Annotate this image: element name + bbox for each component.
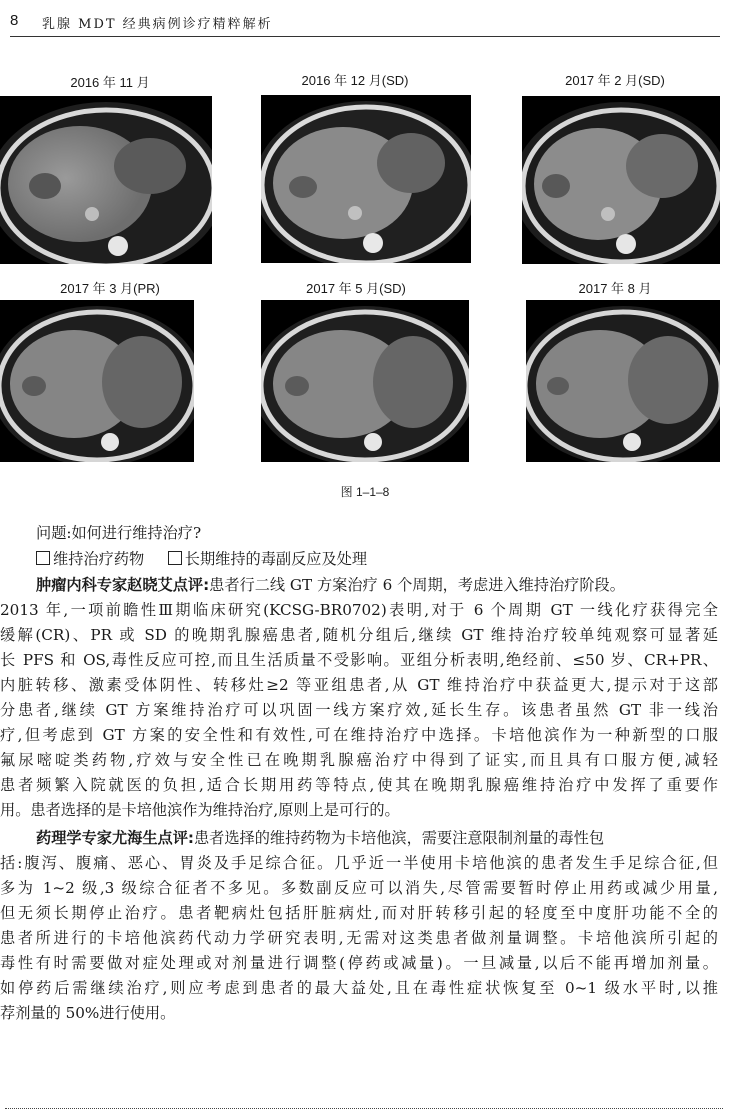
oncology-line-8: 患者频繁入院就医的负担,适合长期用药等特点,使其在晚期乳腺癌维持治疗中发挥了重要作 xyxy=(0,776,718,794)
oncology-line-1: 2013 年,一项前瞻性Ⅲ期临床研究(KCSG-BR0702)表明,对于 6 个周期 GT 一线化疗获得完全 xyxy=(0,601,718,619)
page-header xyxy=(10,8,720,38)
oncology-expert-title: 肿瘤内科专家赵晓艾点评: xyxy=(36,576,210,594)
scan-label-5: 2017 年 5 月(SD) xyxy=(306,281,406,296)
oncology-line-9: 用。患者选择的是卡培他滨作为维持治疗,原则上是可行的。 xyxy=(0,801,400,819)
oncology-line-6: 疗,但考虑到 GT 方案的安全性和有效性,可在维持治疗中选择。卡培他滨作为一种新型的口服 xyxy=(0,726,718,744)
pharmacy-line-3: 但无须长期停止治疗。患者靶病灶包括肝脏病灶,而对肝转移引起的轻度至中度肝功能不全的 xyxy=(0,904,718,922)
pharmacy-line-1: 括:腹泻、腹痛、恶心、胃炎及手足综合征。几乎近一半使用卡培他滨的患者发生手足综合征,但 xyxy=(0,854,718,872)
figure-caption: 图 1–1–8 xyxy=(340,485,390,499)
ct-scan-image-5 xyxy=(261,300,469,462)
oncology-first-line xyxy=(36,573,625,598)
pharmacy-expert-title: 药理学专家尤海生点评: xyxy=(36,829,194,847)
header-rule xyxy=(10,36,720,37)
pharmacy-line-7: 荐剂量的 50%进行使用。 xyxy=(0,1004,176,1022)
pharmacy-line-2: 多为 1~2 级,3 级综合征者不多见。多数副反应可以消失,尽管需要暂时停止用药或减少用量, xyxy=(0,879,718,897)
option-long-term-toxicity: 长期维持的毒副反应及处理 xyxy=(184,550,368,568)
scan-label-1: 2016 年 11 月 xyxy=(70,75,150,90)
pharmacy-line-5: 毒性有时需要做对症处理或对剂量进行调整(停药或减量)。一旦减量,以后不能再增加剂量。 xyxy=(0,954,718,972)
ct-scan-image-1 xyxy=(0,96,212,264)
running-title: 乳腺 MDT 经典病例诊疗精粹解析 xyxy=(42,17,273,32)
checkbox-icon xyxy=(168,551,182,565)
scan-label-2: 2016 年 12 月(SD) xyxy=(301,73,409,88)
oncology-line-7: 氟尿嘧啶类药物,疗效与安全性已在晚期乳腺癌治疗中得到了证实,而且具有口服方便,减轻 xyxy=(0,751,718,769)
checkbox-icon xyxy=(36,551,50,565)
oncology-line-0: 患者行二线 GT 方案治疗 6 个周期，考虑进入维持治疗阶段。 xyxy=(209,576,625,594)
pharmacy-first-line xyxy=(36,826,604,851)
scan-label-6: 2017 年 8 月 xyxy=(578,281,652,296)
question-line: 问题:如何进行维持治疗? xyxy=(36,524,202,542)
oncology-line-4: 内脏转移、激素受体阴性、转移灶≥2 等亚组患者,从 GT 维持治疗中获益更大,提示对于这部 xyxy=(0,676,718,694)
scan-label-3: 2017 年 2 月(SD) xyxy=(565,73,665,88)
oncology-line-5: 分患者,继续 GT 方案维持治疗可以巩固一线方案疗效,延长生存。该患者虽然 GT 非一线治 xyxy=(0,701,718,719)
ct-scan-image-3 xyxy=(522,96,720,264)
pharmacy-line-6: 如停药后需继续治疗,则应考虑到患者的最大益处,且在毒性症状恢复至 0~1 级水平时,以推 xyxy=(0,979,718,997)
options-line xyxy=(36,547,367,572)
ct-scan-image-6 xyxy=(526,300,720,462)
option-maintenance-drugs: 维持治疗药物 xyxy=(53,550,145,568)
oncology-line-3: 长 PFS 和 OS,毒性反应可控,而且生活质量不受影响。亚组分析表明,绝经前、≤50 岁、CR+PR、 xyxy=(0,651,718,669)
pharmacy-line-0: 患者选择的维持药物为卡培他滨，需要注意限制剂量的毒性包 xyxy=(193,829,605,847)
oncology-line-2: 缓解(CR)、PR 或 SD 的晚期乳腺癌患者,随机分组后,继续 GT 维持治疗较单纯观察可显著延 xyxy=(0,626,718,644)
pharmacy-line-4: 患者所进行的卡培他滨药代动力学研究表明,无需对这类患者做剂量调整。卡培他滨所引起的 xyxy=(0,929,718,947)
scan-label-4: 2017 年 3 月(PR) xyxy=(60,281,160,296)
ct-scan-image-2 xyxy=(261,95,471,263)
ct-scan-image-4 xyxy=(0,300,194,462)
page-number: 8 xyxy=(10,12,19,29)
footer-dotted-rule xyxy=(5,1108,723,1109)
